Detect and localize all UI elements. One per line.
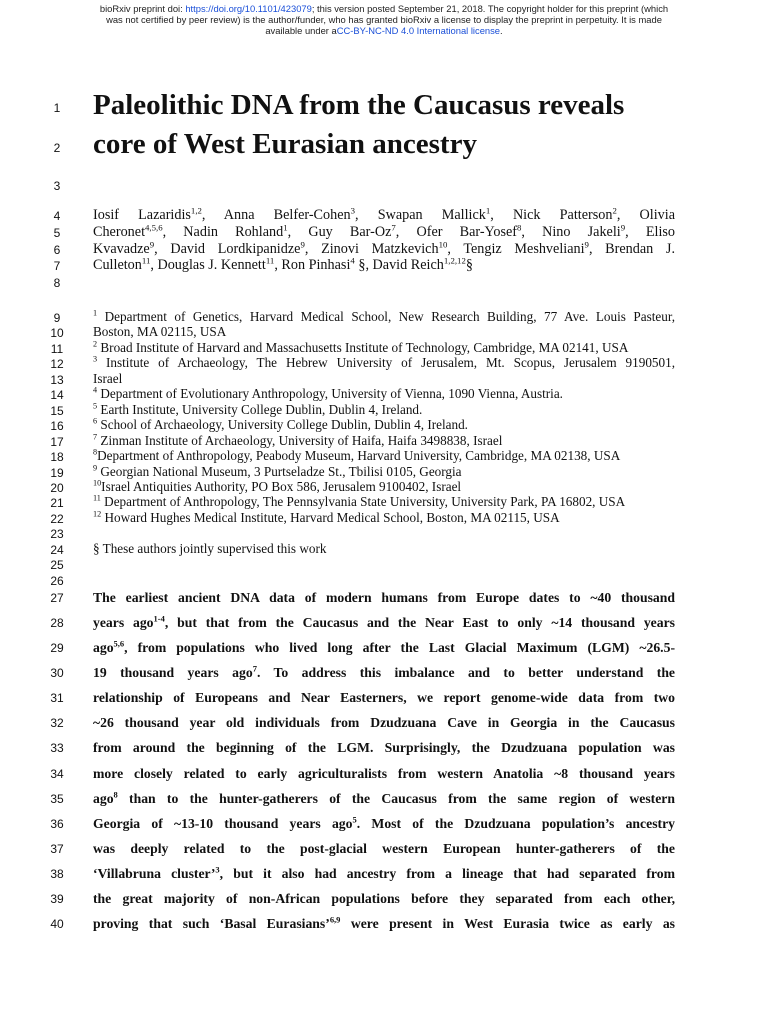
line-number: 32 [50,716,64,730]
abstract-line-2: years ago$^{1-4}$, but that from the Caucasus and the Near East to only ~14 thousand years [93,615,675,630]
abstract-line-10: Georgia of ~13-10 thousand years ago$^5$. Most of the Dzudzuana population’s ancestry [93,816,675,831]
abstract-line-1: The earliest ancient DNA data of modern humans from Europe dates to ~40 thousand [93,590,675,605]
abstract-line-6: ~26 thousand year old individuals from Dzudzuana Cave in Georgia in the Caucasus [93,715,675,730]
header-line-3: available under aCC-BY-NC-ND 4.0 International license. [265,24,503,36]
affiliation-2: $^2$ Broad Institute of Harvard and Massachusetts Institute of Technology, Cambridge, MA 02141, USA [93,339,629,355]
abstract-line-3: ago$^{5,6}$, from populations who lived long after the Last Glacial Maximum (LGM) ~26.5- [93,640,675,655]
abstract-line-13: the great majority of non-African populations before they separated from each other, [93,891,675,906]
line-number: 9 [53,311,61,325]
line-number: 33 [50,741,64,755]
line-number: 38 [50,867,64,881]
line-number: 4 [53,209,61,223]
affiliation-10: $^{10}$Israel Antiquities Authority, PO Box 586, Jerusalem 9100402, Israel [93,478,462,494]
line-number: 21 [50,496,64,510]
line-number: 5 [53,226,61,240]
line-number: 16 [50,419,64,433]
line-number: 20 [50,481,64,495]
paper-title-line-1: Paleolithic DNA from the Caucasus reveals [93,89,625,121]
line-number: 24 [50,543,64,557]
line-number: 36 [50,817,64,831]
affiliation-8: $^8$Department of Anthropology, Peabody Museum, Harvard University, Cambridge, MA 02138, USA [93,447,621,463]
line-number: 15 [50,404,64,418]
line-number: 3 [53,179,61,193]
abstract-line-11: was deeply related to the post-glacial western European hunter-gatherers of the [93,841,675,856]
affiliation-1-cont: Boston, MA 02115, USA [93,324,227,339]
line-number: 12 [50,357,64,371]
line-number: 40 [50,917,64,931]
line-number: 28 [50,616,64,630]
line-number: 2 [53,141,61,155]
line-number: 35 [50,792,64,806]
abstract-line-9: ago$^8$ than to the hunter-gatherers of the Caucasus from the same region of western [93,791,675,806]
line-number: 19 [50,466,64,480]
affiliation-9: $^9$ Georgian National Museum, 3 Purtseladze St., Tbilisi 0105, Georgia [93,463,462,479]
line-number: 14 [50,388,64,402]
author-line-4: Culleton$^{11}$, Douglas J. Kennett$^{11}$, Ron Pinhasi$^4$ §, David Reich$^{1,2,12}$§ [93,257,473,273]
author-line-1: Iosif Lazaridis$^{1,2}$, Anna Belfer-Cohen$^3$, Swapan Mallick$^1$, Nick Patterson$^2$, Olivia [93,207,675,223]
header-line-2: was not certified by peer review) is the author/funder, who has granted bioRxiv a license to display the preprint in perpetuity. It is made [106,13,662,25]
doi-link[interactable]: https://doi.org/10.1101/423079 [185,3,312,14]
abstract-line-12: ‘Villabruna cluster’$^3$, but it also had ancestry from a lineage that had separated from [93,866,675,881]
line-number: 26 [50,574,64,588]
line-number: 29 [50,641,64,655]
line-number: 25 [50,558,64,572]
line-number: 31 [50,691,64,705]
affiliation-5: $^5$ Earth Institute, University College Dublin, Dublin 4, Ireland. [93,401,423,417]
affiliation-3: $^3$ Institute of Archaeology, The Hebrew University of Jerusalem, Mt. Scopus, Jerusalem 9190501, [93,355,675,370]
line-number: 6 [53,243,61,257]
author-line-3: Kvavadze$^9$, David Lordkipanidze$^9$, Zinovi Matzkevich$^{10}$, Tengiz Meshveliani$^9$, Brendan J. [93,241,675,257]
line-number: 37 [50,842,64,856]
header-line-1: bioRxiv preprint doi: https://doi.org/10.1101/423079; this version posted September 21, 2018. The copyright holder for this preprint (which [99,3,669,14]
preprint-header [40,4,728,36]
line-number: 30 [50,666,64,680]
abstract-line-7: from around the beginning of the LGM. Surprisingly, the Dzudzuana population was [93,740,675,755]
license-link[interactable]: CC-BY-NC-ND 4.0 International license [336,24,501,36]
affiliation-4: $^4$ Department of Evolutionary Anthropology, University of Vienna, 1090 Vienna, Austria. [93,385,563,401]
line-number: 8 [53,276,61,290]
line-number: 22 [50,512,64,526]
affiliation-7: $^7$ Zinman Institute of Archaeology, University of Haifa, Haifa 3498838, Israel [93,432,503,448]
line-number: 13 [50,373,64,387]
line-number: 10 [50,326,64,340]
abstract-line-5: relationship of Europeans and Near Easterners, we report genome-wide data from two [93,690,675,705]
abstract-line-8: more closely related to early agriculturalists from western Anatolia ~8 thousand years [93,766,675,781]
line-number: 7 [53,259,61,273]
line-number: 1 [53,101,61,115]
line-number: 39 [50,892,64,906]
affiliation-3-cont: Israel [93,371,123,386]
joint-supervision-note: § These authors jointly supervised this work [93,541,327,556]
affiliation-12: $^{12}$ Howard Hughes Medical Institute, Harvard Medical School, Boston, MA 02115, USA [93,509,560,525]
line-number: 18 [50,450,64,464]
affiliation-1: $^1$ Department of Genetics, Harvard Medical School, New Research Building, 77 Ave. Louis Pasteur, [93,309,675,324]
line-number: 34 [50,767,64,781]
line-number: 27 [50,591,64,605]
line-number: 11 [50,342,64,356]
author-line-2: Cheronet$^{4,5,6}$, Nadin Rohland$^1$, Guy Bar-Oz$^7$, Ofer Bar-Yosef$^8$, Nino Jakeli$^9$, Eliso [93,224,675,240]
line-number: 17 [50,435,64,449]
abstract-line-14: proving that such ‘Basal Eurasians’$^{6,9}$ were present in West Eurasia twice as early as [93,916,675,931]
affiliation-11: $^{11}$ Department of Anthropology, The Pennsylvania State University, University Park, PA 16802, USA [93,493,626,509]
line-number: 23 [50,527,64,541]
affiliation-6: $^6$ School of Archaeology, University College Dublin, Dublin 4, Ireland. [93,416,468,432]
paper-title-line-2: core of West Eurasian ancestry [93,128,477,160]
abstract-line-4: 19 thousand years ago$^7$. To address this imbalance and to better understand the [93,665,675,680]
